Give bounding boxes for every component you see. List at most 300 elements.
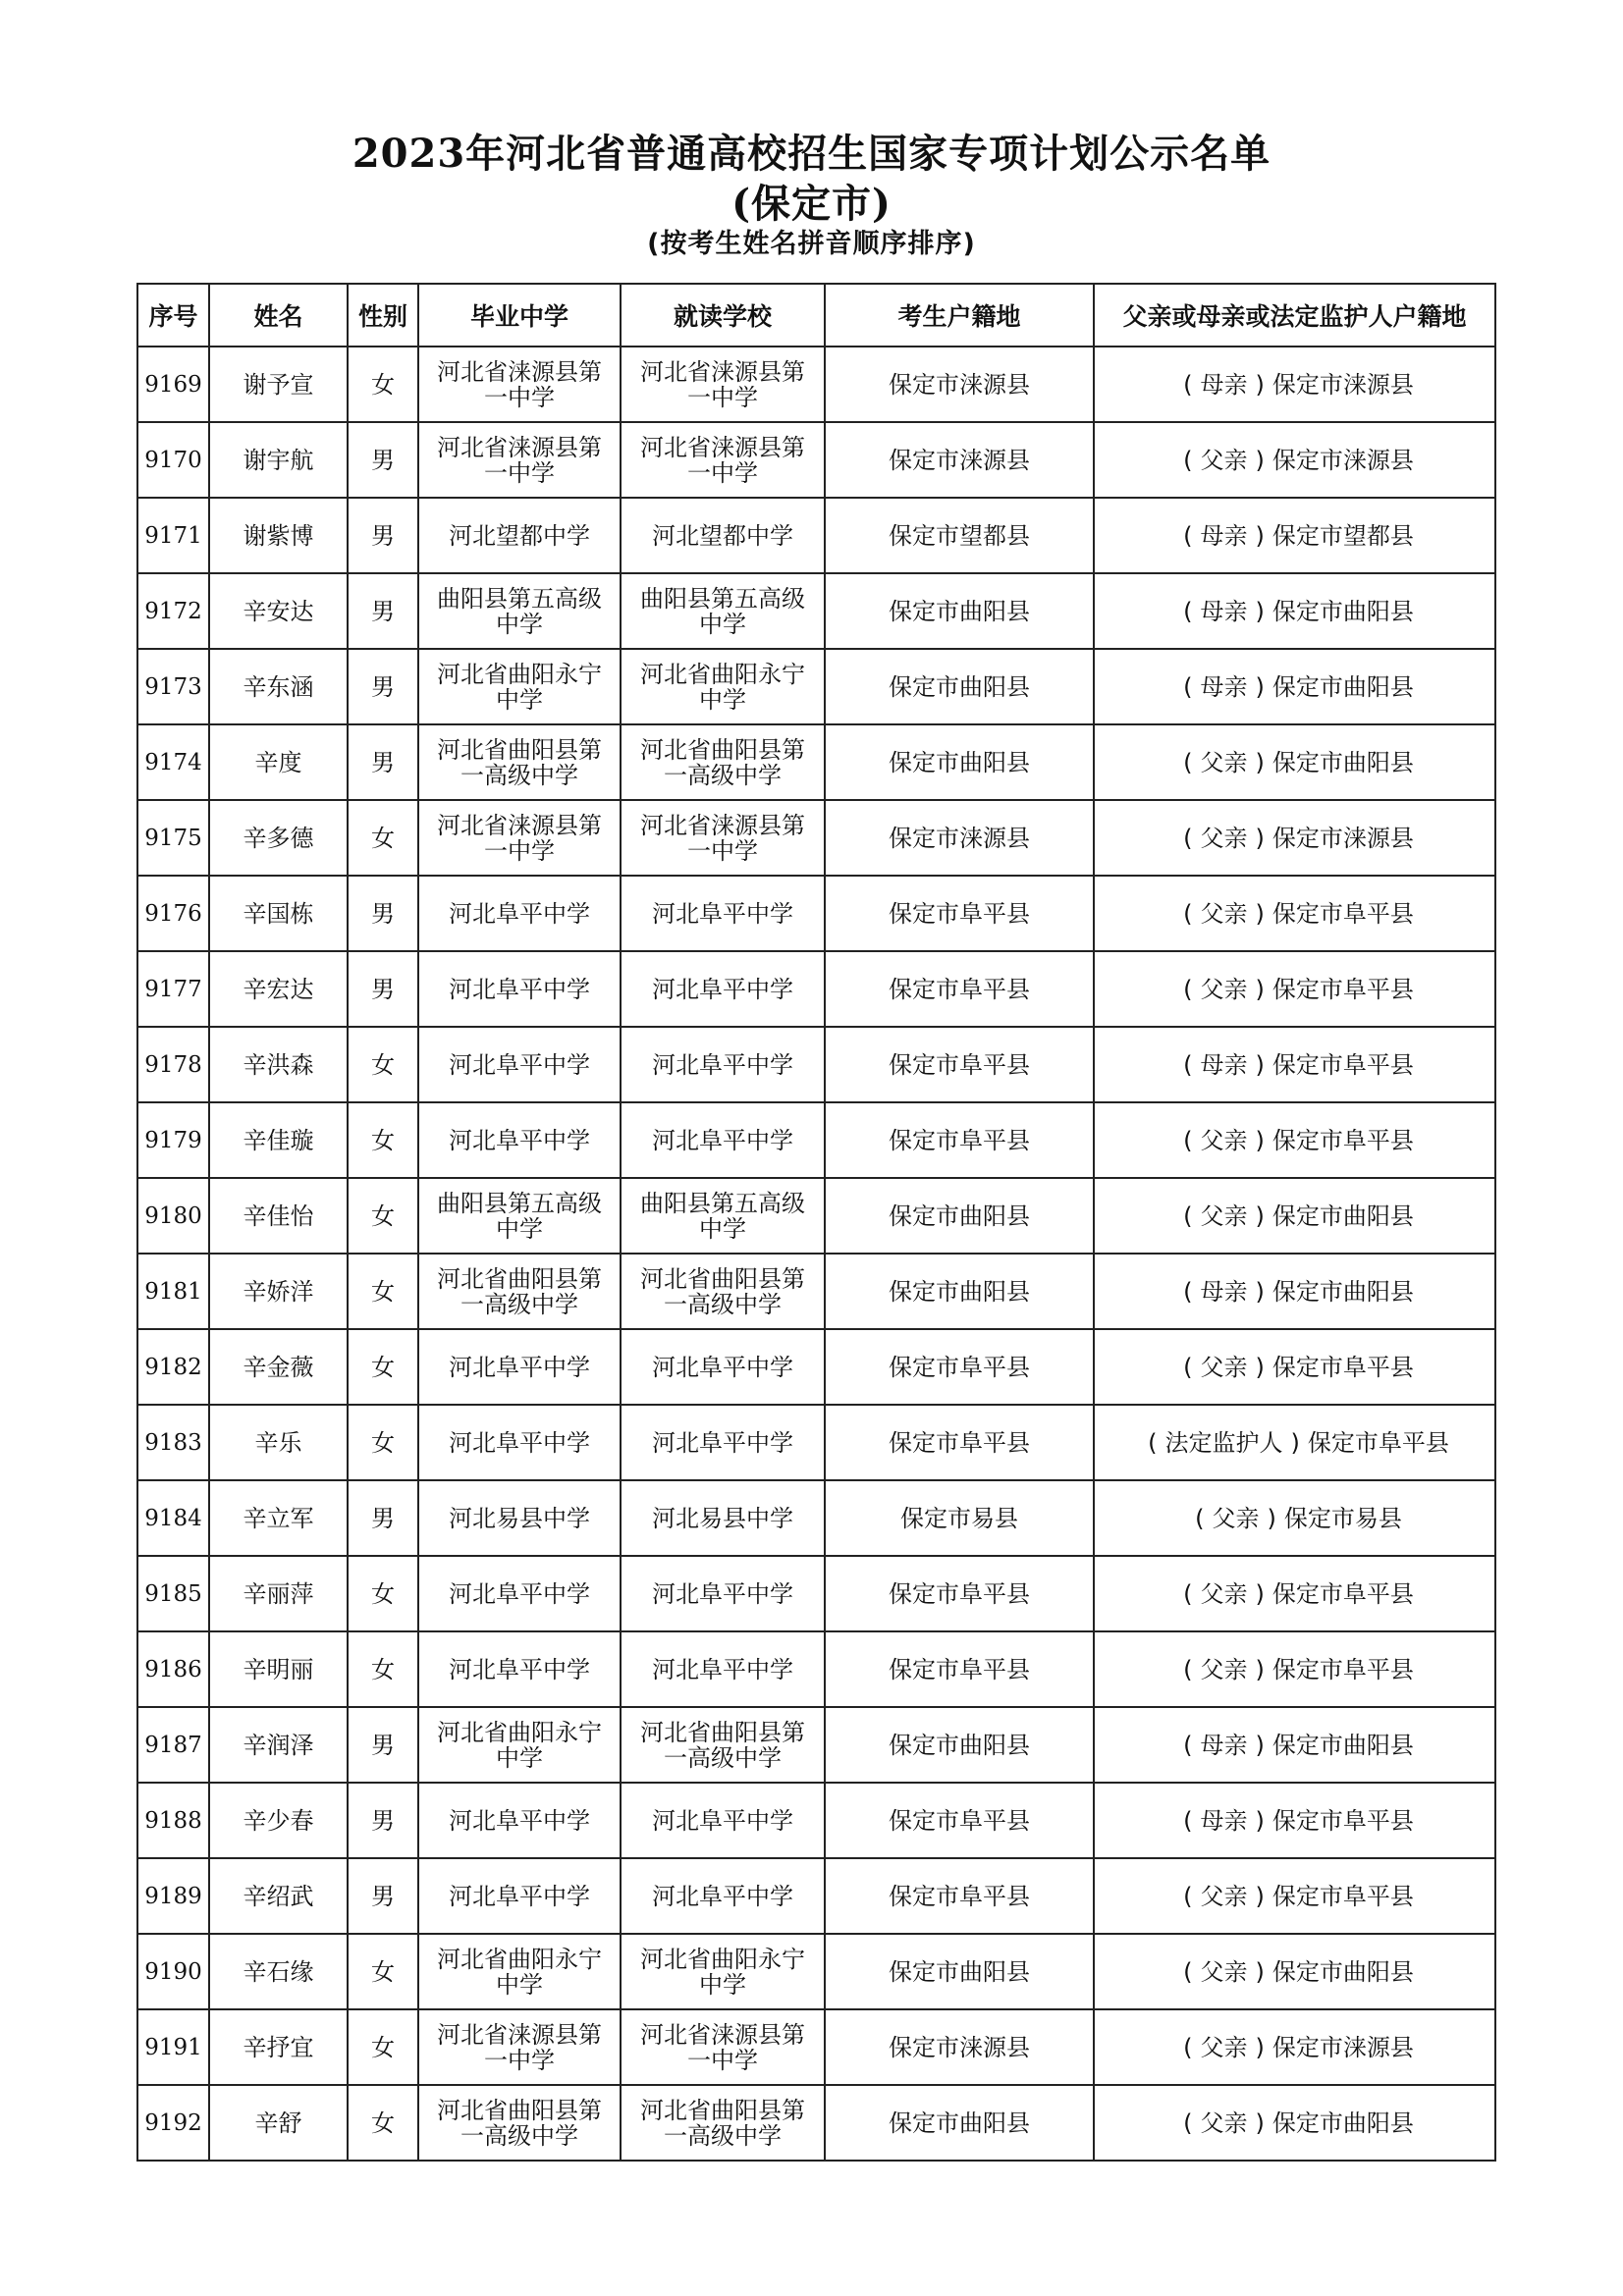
paren-open: ( [1183, 899, 1193, 928]
cell-gender: 女 [348, 2085, 418, 2161]
cell-grad-school: 曲阳县第五高级中学 [418, 573, 621, 649]
paren-close: ) [1255, 975, 1265, 1003]
guardian-relation: 母亲 [1200, 521, 1248, 550]
table-row [137, 724, 1495, 800]
cell-gender: 女 [348, 347, 418, 422]
guardian-relation: 父亲 [1200, 899, 1248, 928]
guardian-residence: 保定市阜平县 [1271, 1126, 1414, 1154]
guardian-residence: 保定市阜平县 [1271, 1579, 1414, 1608]
paren-open: ( [1183, 1882, 1193, 1910]
guardian-info [1175, 1354, 1414, 1381]
guardian-relation: 母亲 [1200, 597, 1248, 625]
cell-guardian [1094, 1707, 1495, 1783]
cell-student-residence: 保定市涞源县 [825, 800, 1094, 876]
guardian-info [1175, 749, 1414, 776]
cell-gender: 女 [348, 1631, 418, 1707]
paren-close: ) [1255, 2033, 1265, 2061]
guardian-info [1175, 825, 1414, 852]
cell-gender: 男 [348, 876, 418, 951]
guardian-residence: 保定市涞源县 [1271, 2033, 1414, 2061]
cell-name: 辛东涵 [209, 649, 348, 724]
table-row [137, 1178, 1495, 1254]
cell-grad-school: 河北阜平中学 [418, 1405, 621, 1480]
guardian-relation: 父亲 [1200, 2033, 1248, 2061]
cell-name: 辛佳怡 [209, 1178, 348, 1254]
cell-guardian [1094, 876, 1495, 951]
table-row [137, 1027, 1495, 1102]
cell-guardian [1094, 1858, 1495, 1934]
column-header-current-school: 就读学校 [621, 284, 825, 347]
paren-open: ( [1183, 975, 1193, 1003]
cell-student-residence: 保定市曲阳县 [825, 573, 1094, 649]
cell-guardian [1094, 2085, 1495, 2161]
guardian-info [1187, 1505, 1402, 1532]
table-row [137, 2085, 1495, 2161]
guardian-relation: 父亲 [1200, 1882, 1248, 1910]
cell-current-school: 河北阜平中学 [621, 951, 825, 1027]
paren-close: ) [1255, 824, 1265, 852]
paren-close: ) [1290, 1428, 1300, 1457]
guardian-info [1175, 900, 1414, 928]
guardian-relation: 父亲 [1200, 1957, 1248, 1986]
table-row [137, 800, 1495, 876]
cell-name: 辛石缘 [209, 1934, 348, 2009]
roster-table [136, 283, 1496, 2162]
cell-gender: 男 [348, 951, 418, 1027]
guardian-relation: 母亲 [1200, 1806, 1248, 1835]
table-row [137, 1480, 1495, 1556]
cell-seq: 9184 [137, 1480, 209, 1556]
table-row [137, 1631, 1495, 1707]
table-row [137, 1329, 1495, 1405]
cell-current-school: 河北省涞源县第一中学 [621, 2009, 825, 2085]
cell-grad-school: 河北省涞源县第一中学 [418, 422, 621, 498]
cell-grad-school: 河北易县中学 [418, 1480, 621, 1556]
guardian-info [1175, 1051, 1414, 1079]
paren-open: ( [1183, 1731, 1193, 1759]
cell-gender: 女 [348, 1027, 418, 1102]
cell-grad-school: 河北省曲阳永宁中学 [418, 1934, 621, 2009]
cell-name: 辛宏达 [209, 951, 348, 1027]
cell-gender: 男 [348, 724, 418, 800]
guardian-residence: 保定市阜平县 [1271, 1353, 1414, 1381]
cell-guardian [1094, 1934, 1495, 2009]
cell-student-residence: 保定市阜平县 [825, 876, 1094, 951]
cell-current-school: 河北省曲阳县第一高级中学 [621, 2085, 825, 2161]
cell-guardian [1094, 800, 1495, 876]
cell-gender: 女 [348, 1329, 418, 1405]
cell-student-residence: 保定市涞源县 [825, 347, 1094, 422]
paren-open: ( [1183, 1126, 1193, 1154]
cell-seq: 9175 [137, 800, 209, 876]
cell-student-residence: 保定市涞源县 [825, 2009, 1094, 2085]
paren-open: ( [1183, 1353, 1193, 1381]
cell-guardian [1094, 1329, 1495, 1405]
cell-guardian [1094, 1405, 1495, 1480]
document-sort-note: (按考生姓名拼音顺序排序) [647, 229, 976, 259]
table-row [137, 1934, 1495, 2009]
cell-grad-school: 河北阜平中学 [418, 1858, 621, 1934]
cell-student-residence: 保定市阜平县 [825, 1556, 1094, 1631]
cell-gender: 女 [348, 2009, 418, 2085]
paren-close: ) [1255, 1655, 1265, 1683]
cell-student-residence: 保定市阜平县 [825, 1783, 1094, 1858]
cell-guardian [1094, 1102, 1495, 1178]
table-row [137, 1405, 1495, 1480]
guardian-relation: 法定监护人 [1164, 1428, 1283, 1457]
cell-current-school: 河北阜平中学 [621, 1556, 825, 1631]
cell-student-residence: 保定市望都县 [825, 498, 1094, 573]
table-row [137, 876, 1495, 951]
paren-open: ( [1183, 1277, 1193, 1306]
cell-name: 辛舒 [209, 2085, 348, 2161]
guardian-residence: 保定市阜平县 [1271, 1882, 1414, 1910]
paren-close: ) [1255, 1806, 1265, 1835]
cell-name: 谢宇航 [209, 422, 348, 498]
cell-seq: 9173 [137, 649, 209, 724]
cell-name: 辛明丽 [209, 1631, 348, 1707]
guardian-info [1175, 1202, 1414, 1230]
cell-grad-school: 河北阜平中学 [418, 1631, 621, 1707]
guardian-residence: 保定市曲阳县 [1271, 1277, 1414, 1306]
table-row [137, 1556, 1495, 1631]
cell-name: 谢予宣 [209, 347, 348, 422]
cell-current-school: 河北省曲阳县第一高级中学 [621, 1707, 825, 1783]
guardian-residence: 保定市阜平县 [1271, 1655, 1414, 1683]
column-header-name: 姓名 [209, 284, 348, 347]
cell-gender: 女 [348, 1178, 418, 1254]
cell-name: 辛度 [209, 724, 348, 800]
guardian-info [1175, 1732, 1414, 1759]
guardian-info [1175, 447, 1414, 474]
cell-grad-school: 河北省涞源县第一中学 [418, 347, 621, 422]
paren-close: ) [1255, 446, 1265, 474]
table-row [137, 649, 1495, 724]
cell-name: 辛安达 [209, 573, 348, 649]
cell-grad-school: 河北省涞源县第一中学 [418, 2009, 621, 2085]
guardian-relation: 父亲 [1200, 1353, 1248, 1381]
paren-close: ) [1255, 1882, 1265, 1910]
cell-seq: 9189 [137, 1858, 209, 1934]
guardian-info [1175, 598, 1414, 625]
paren-open: ( [1148, 1428, 1158, 1457]
cell-guardian [1094, 2009, 1495, 2085]
cell-gender: 男 [348, 1707, 418, 1783]
cell-student-residence: 保定市阜平县 [825, 1405, 1094, 1480]
cell-seq: 9177 [137, 951, 209, 1027]
guardian-info [1175, 2034, 1414, 2061]
guardian-info [1140, 1429, 1449, 1457]
table-row [137, 1102, 1495, 1178]
cell-seq: 9185 [137, 1556, 209, 1631]
column-header-grad-school: 毕业中学 [418, 284, 621, 347]
cell-guardian [1094, 1556, 1495, 1631]
cell-grad-school: 河北阜平中学 [418, 1102, 621, 1178]
cell-name: 辛多德 [209, 800, 348, 876]
guardian-info [1175, 1278, 1414, 1306]
cell-gender: 女 [348, 1102, 418, 1178]
guardian-info [1175, 2109, 1414, 2137]
paren-open: ( [1183, 748, 1193, 776]
guardian-relation: 父亲 [1200, 1126, 1248, 1154]
cell-guardian [1094, 573, 1495, 649]
cell-current-school: 河北省曲阳永宁中学 [621, 649, 825, 724]
cell-seq: 9178 [137, 1027, 209, 1102]
cell-seq: 9186 [137, 1631, 209, 1707]
guardian-info [1175, 1656, 1414, 1683]
guardian-relation: 父亲 [1200, 446, 1248, 474]
cell-seq: 9191 [137, 2009, 209, 2085]
cell-name: 辛少春 [209, 1783, 348, 1858]
paren-open: ( [1183, 1655, 1193, 1683]
cell-seq: 9176 [137, 876, 209, 951]
cell-seq: 9172 [137, 573, 209, 649]
document-title: 2023年河北省普通高校招生国家专项计划公示名单 [352, 131, 1271, 177]
cell-name: 辛绍武 [209, 1858, 348, 1934]
guardian-residence: 保定市阜平县 [1271, 899, 1414, 928]
cell-name: 谢紫博 [209, 498, 348, 573]
cell-guardian [1094, 347, 1495, 422]
guardian-residence: 保定市曲阳县 [1271, 672, 1414, 701]
cell-seq: 9187 [137, 1707, 209, 1783]
cell-seq: 9183 [137, 1405, 209, 1480]
cell-name: 辛娇洋 [209, 1254, 348, 1329]
cell-name: 辛金薇 [209, 1329, 348, 1405]
cell-grad-school: 河北阜平中学 [418, 1027, 621, 1102]
cell-gender: 男 [348, 422, 418, 498]
table-row [137, 573, 1495, 649]
cell-current-school: 河北阜平中学 [621, 1102, 825, 1178]
table-row [137, 1783, 1495, 1858]
cell-current-school: 河北省曲阳永宁中学 [621, 1934, 825, 2009]
cell-current-school: 河北阜平中学 [621, 1783, 825, 1858]
guardian-relation: 父亲 [1200, 824, 1248, 852]
cell-current-school: 河北阜平中学 [621, 1631, 825, 1707]
table-row [137, 1858, 1495, 1934]
cell-student-residence: 保定市曲阳县 [825, 1254, 1094, 1329]
cell-current-school: 河北阜平中学 [621, 876, 825, 951]
column-header-gender: 性别 [348, 284, 418, 347]
guardian-relation: 母亲 [1200, 1050, 1248, 1079]
cell-current-school: 河北省涞源县第一中学 [621, 347, 825, 422]
cell-student-residence: 保定市阜平县 [825, 1102, 1094, 1178]
cell-student-residence: 保定市易县 [825, 1480, 1094, 1556]
guardian-relation: 父亲 [1212, 1504, 1260, 1532]
cell-name: 辛润泽 [209, 1707, 348, 1783]
paren-open: ( [1183, 2033, 1193, 2061]
cell-current-school: 河北望都中学 [621, 498, 825, 573]
guardian-relation: 父亲 [1200, 1201, 1248, 1230]
cell-grad-school: 河北省涞源县第一中学 [418, 800, 621, 876]
cell-seq: 9180 [137, 1178, 209, 1254]
guardian-relation: 父亲 [1200, 975, 1248, 1003]
table-row [137, 422, 1495, 498]
cell-gender: 男 [348, 1480, 418, 1556]
paren-close: ) [1255, 672, 1265, 701]
cell-name: 辛佳璇 [209, 1102, 348, 1178]
guardian-relation: 父亲 [1200, 2109, 1248, 2137]
cell-gender: 男 [348, 573, 418, 649]
cell-student-residence: 保定市阜平县 [825, 1329, 1094, 1405]
paren-close: ) [1255, 1201, 1265, 1230]
cell-grad-school: 河北阜平中学 [418, 876, 621, 951]
guardian-residence: 保定市曲阳县 [1271, 597, 1414, 625]
cell-seq: 9192 [137, 2085, 209, 2161]
paren-close: ) [1255, 899, 1265, 928]
cell-student-residence: 保定市阜平县 [825, 1631, 1094, 1707]
guardian-info [1175, 673, 1414, 701]
cell-gender: 男 [348, 1783, 418, 1858]
table-row [137, 951, 1495, 1027]
paren-open: ( [1183, 1201, 1193, 1230]
cell-name: 辛洪森 [209, 1027, 348, 1102]
column-header-student-residence: 考生户籍地 [825, 284, 1094, 347]
document-city: (保定市) [731, 181, 892, 227]
cell-guardian [1094, 649, 1495, 724]
cell-guardian [1094, 422, 1495, 498]
guardian-residence: 保定市曲阳县 [1271, 748, 1414, 776]
cell-guardian [1094, 1631, 1495, 1707]
guardian-residence: 保定市涞源县 [1271, 370, 1414, 399]
cell-current-school: 河北易县中学 [621, 1480, 825, 1556]
cell-gender: 男 [348, 1858, 418, 1934]
cell-guardian [1094, 498, 1495, 573]
cell-gender: 女 [348, 1934, 418, 2009]
cell-guardian [1094, 951, 1495, 1027]
paren-close: ) [1255, 1277, 1265, 1306]
guardian-info [1175, 1127, 1414, 1154]
cell-grad-school: 河北阜平中学 [418, 1556, 621, 1631]
table-row [137, 1254, 1495, 1329]
paren-open: ( [1183, 672, 1193, 701]
paren-open: ( [1183, 1050, 1193, 1079]
paren-open: ( [1183, 521, 1193, 550]
cell-grad-school: 河北省曲阳永宁中学 [418, 649, 621, 724]
guardian-residence: 保定市阜平县 [1271, 1050, 1414, 1079]
paren-open: ( [1183, 370, 1193, 399]
guardian-info [1175, 976, 1414, 1003]
cell-seq: 9169 [137, 347, 209, 422]
cell-student-residence: 保定市曲阳县 [825, 1178, 1094, 1254]
cell-name: 辛立军 [209, 1480, 348, 1556]
paren-open: ( [1183, 446, 1193, 474]
paren-open: ( [1183, 1806, 1193, 1835]
guardian-residence: 保定市阜平县 [1271, 1806, 1414, 1835]
guardian-residence: 保定市易县 [1283, 1504, 1402, 1532]
paren-close: ) [1255, 1579, 1265, 1608]
paren-open: ( [1183, 2109, 1193, 2137]
guardian-info [1175, 522, 1414, 550]
guardian-residence: 保定市涞源县 [1271, 446, 1414, 474]
cell-grad-school: 河北省曲阳县第一高级中学 [418, 724, 621, 800]
cell-student-residence: 保定市曲阳县 [825, 724, 1094, 800]
paren-open: ( [1195, 1504, 1205, 1532]
cell-name: 辛抒宜 [209, 2009, 348, 2085]
guardian-info [1175, 1580, 1414, 1608]
cell-grad-school: 河北阜平中学 [418, 951, 621, 1027]
roster-body [137, 347, 1495, 2161]
guardian-residence: 保定市望都县 [1271, 521, 1414, 550]
table-row [137, 498, 1495, 573]
cell-current-school: 河北阜平中学 [621, 1329, 825, 1405]
paren-open: ( [1183, 597, 1193, 625]
guardian-residence: 保定市曲阳县 [1271, 1201, 1414, 1230]
cell-seq: 9182 [137, 1329, 209, 1405]
guardian-relation: 父亲 [1200, 1579, 1248, 1608]
guardian-residence: 保定市曲阳县 [1271, 1731, 1414, 1759]
cell-student-residence: 保定市曲阳县 [825, 649, 1094, 724]
cell-grad-school: 河北阜平中学 [418, 1329, 621, 1405]
guardian-info [1175, 1958, 1414, 1986]
cell-name: 辛丽萍 [209, 1556, 348, 1631]
table-row [137, 1707, 1495, 1783]
cell-gender: 女 [348, 800, 418, 876]
guardian-relation: 母亲 [1200, 1731, 1248, 1759]
cell-current-school: 河北阜平中学 [621, 1858, 825, 1934]
cell-current-school: 河北省曲阳县第一高级中学 [621, 1254, 825, 1329]
cell-current-school: 河北阜平中学 [621, 1405, 825, 1480]
cell-current-school: 曲阳县第五高级中学 [621, 573, 825, 649]
cell-student-residence: 保定市阜平县 [825, 1027, 1094, 1102]
guardian-residence: 保定市阜平县 [1271, 975, 1414, 1003]
cell-grad-school: 河北省曲阳县第一高级中学 [418, 1254, 621, 1329]
guardian-info [1175, 371, 1414, 399]
cell-gender: 女 [348, 1254, 418, 1329]
table-row [137, 2009, 1495, 2085]
paren-open: ( [1183, 824, 1193, 852]
cell-grad-school: 曲阳县第五高级中学 [418, 1178, 621, 1254]
cell-grad-school: 河北阜平中学 [418, 1783, 621, 1858]
cell-seq: 9174 [137, 724, 209, 800]
table-row [137, 347, 1495, 422]
cell-gender: 女 [348, 1556, 418, 1631]
guardian-relation: 父亲 [1200, 748, 1248, 776]
cell-name: 辛国栋 [209, 876, 348, 951]
paren-close: ) [1255, 1126, 1265, 1154]
guardian-relation: 母亲 [1200, 672, 1248, 701]
cell-name: 辛乐 [209, 1405, 348, 1480]
column-header-guardian-residence: 父亲或母亲或法定监护人户籍地 [1094, 284, 1495, 347]
paren-close: ) [1255, 2109, 1265, 2137]
paren-close: ) [1255, 1353, 1265, 1381]
paren-close: ) [1255, 597, 1265, 625]
paren-close: ) [1255, 370, 1265, 399]
cell-grad-school: 河北望都中学 [418, 498, 621, 573]
cell-grad-school: 河北省曲阳县第一高级中学 [418, 2085, 621, 2161]
cell-seq: 9190 [137, 1934, 209, 2009]
paren-close: ) [1255, 748, 1265, 776]
cell-gender: 女 [348, 1405, 418, 1480]
guardian-relation: 母亲 [1200, 370, 1248, 399]
cell-guardian [1094, 1254, 1495, 1329]
cell-student-residence: 保定市阜平县 [825, 1858, 1094, 1934]
paren-open: ( [1183, 1579, 1193, 1608]
guardian-relation: 父亲 [1200, 1655, 1248, 1683]
cell-guardian [1094, 1178, 1495, 1254]
cell-student-residence: 保定市曲阳县 [825, 2085, 1094, 2161]
cell-current-school: 河北省涞源县第一中学 [621, 422, 825, 498]
paren-close: ) [1267, 1504, 1276, 1532]
cell-guardian [1094, 1027, 1495, 1102]
cell-current-school: 河北省涞源县第一中学 [621, 800, 825, 876]
cell-student-residence: 保定市涞源县 [825, 422, 1094, 498]
guardian-relation: 母亲 [1200, 1277, 1248, 1306]
table-header-row [137, 284, 1495, 347]
cell-current-school: 曲阳县第五高级中学 [621, 1178, 825, 1254]
cell-current-school: 河北省曲阳县第一高级中学 [621, 724, 825, 800]
guardian-info [1175, 1807, 1414, 1835]
paren-close: ) [1255, 1731, 1265, 1759]
